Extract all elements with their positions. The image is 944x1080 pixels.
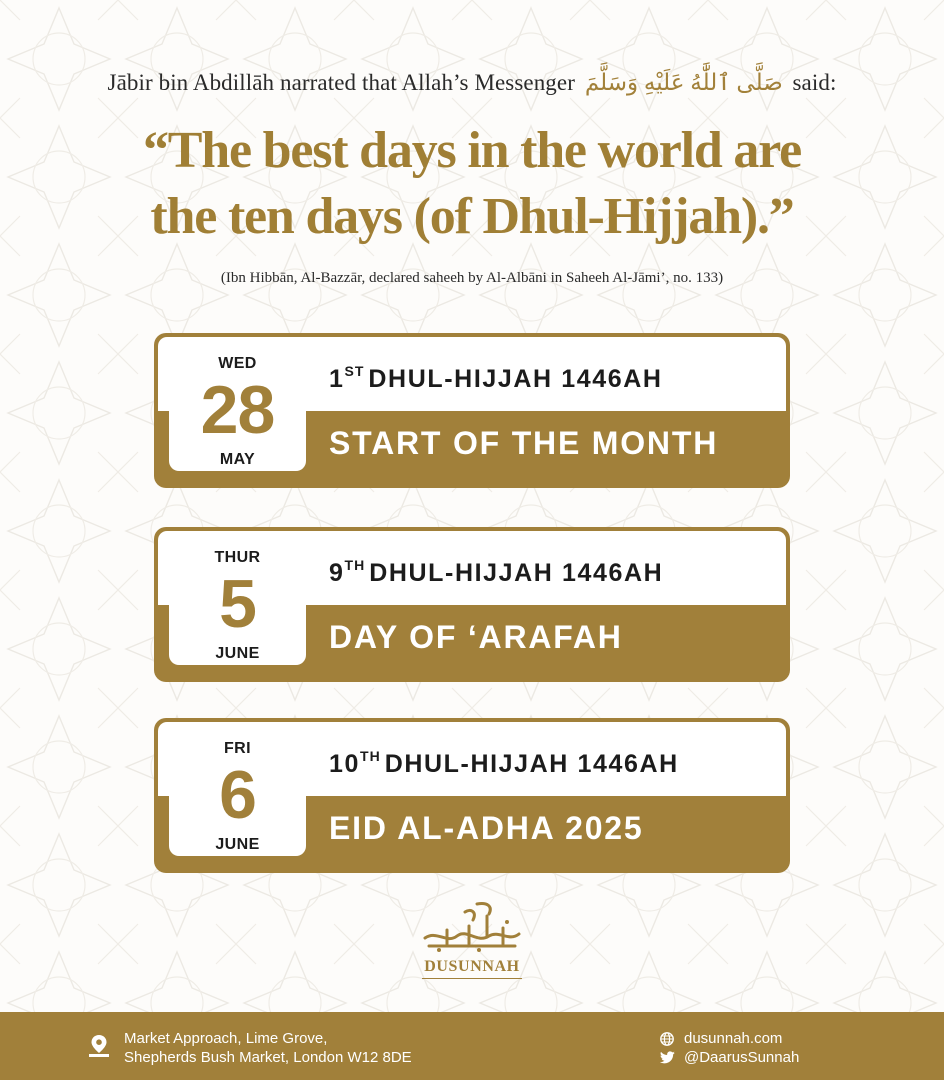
month: JUNE [215,836,260,853]
twitter-handle[interactable]: @DaarusSunnah [684,1049,800,1066]
day-number: 5 [219,566,256,642]
weekday: THUR [214,549,261,566]
website-link[interactable]: dusunnah.com [684,1030,783,1047]
hijri-month-year: DHUL-HIJJAH 1446AH [368,365,663,393]
month: MAY [219,451,256,468]
hadith-quote [0,118,944,250]
globe-icon [660,1032,674,1046]
event-title: DAY OF ‘ARAFAH [329,619,623,655]
weekday: FRI [224,740,251,757]
hijri-ordinal: 10 [329,750,361,778]
map-pin-icon [88,1034,110,1058]
hijri-month-year: DHUL-HIJJAH 1446AH [369,559,664,587]
event-title: EID AL-ADHA 2025 [329,810,644,846]
date-card-2 [154,527,790,682]
address-line-1: Market Approach, Lime Grove, [124,1030,328,1047]
hadith-intro [0,70,944,96]
hijri-date [329,363,663,394]
day-number: 6 [219,757,256,833]
date-card-1 [154,333,790,488]
twitter-icon [660,1051,675,1064]
intro-tail: said: [792,70,837,95]
hijri-ordinal-suffix: TH [344,557,366,573]
date-card-3 [154,718,790,873]
hijri-date [329,748,679,779]
hijri-ordinal-suffix: ST [344,363,365,379]
hijri-ordinal-suffix: TH [360,748,381,764]
quote-line-1: “The best days in the world are [142,122,802,179]
intro-lead: Jābir bin Abdillāh narrated that Allah’s Messenger [107,70,575,95]
address-line-2: Shepherds Bush Market, London W12 8DE [124,1049,412,1066]
footer-bar [0,1012,944,1080]
hadith-source: (Ibn Hibbān, Al-Bazzār, declared saheeh by Al-Albāni in Saheeh Al-Jāmi’, no. 133) [220,270,724,286]
date-box [169,722,306,856]
calligraphy-logo-icon [417,900,527,956]
brand-underline [422,978,522,979]
hijri-date [329,557,663,588]
hijri-ordinal: 9 [329,559,345,587]
hijri-ordinal: 1 [329,365,345,393]
event-title: START OF THE MONTH [329,425,719,461]
date-box [169,337,306,471]
date-box [169,531,306,665]
quote-line-2: the ten days (of Dhul-Hijjah).” [150,188,794,245]
salawat-text: صَلَّى ٱللَّٰهُ عَلَيْهِ وَسَلَّمَ [584,70,783,95]
month: JUNE [215,645,260,662]
footer-address [124,1029,412,1067]
weekday: WED [218,355,257,372]
brand-name: DUSUNNAH [424,958,520,975]
day-number: 28 [200,372,275,448]
dusunnah-logo [412,900,532,990]
hijri-month-year: DHUL-HIJJAH 1446AH [384,750,679,778]
